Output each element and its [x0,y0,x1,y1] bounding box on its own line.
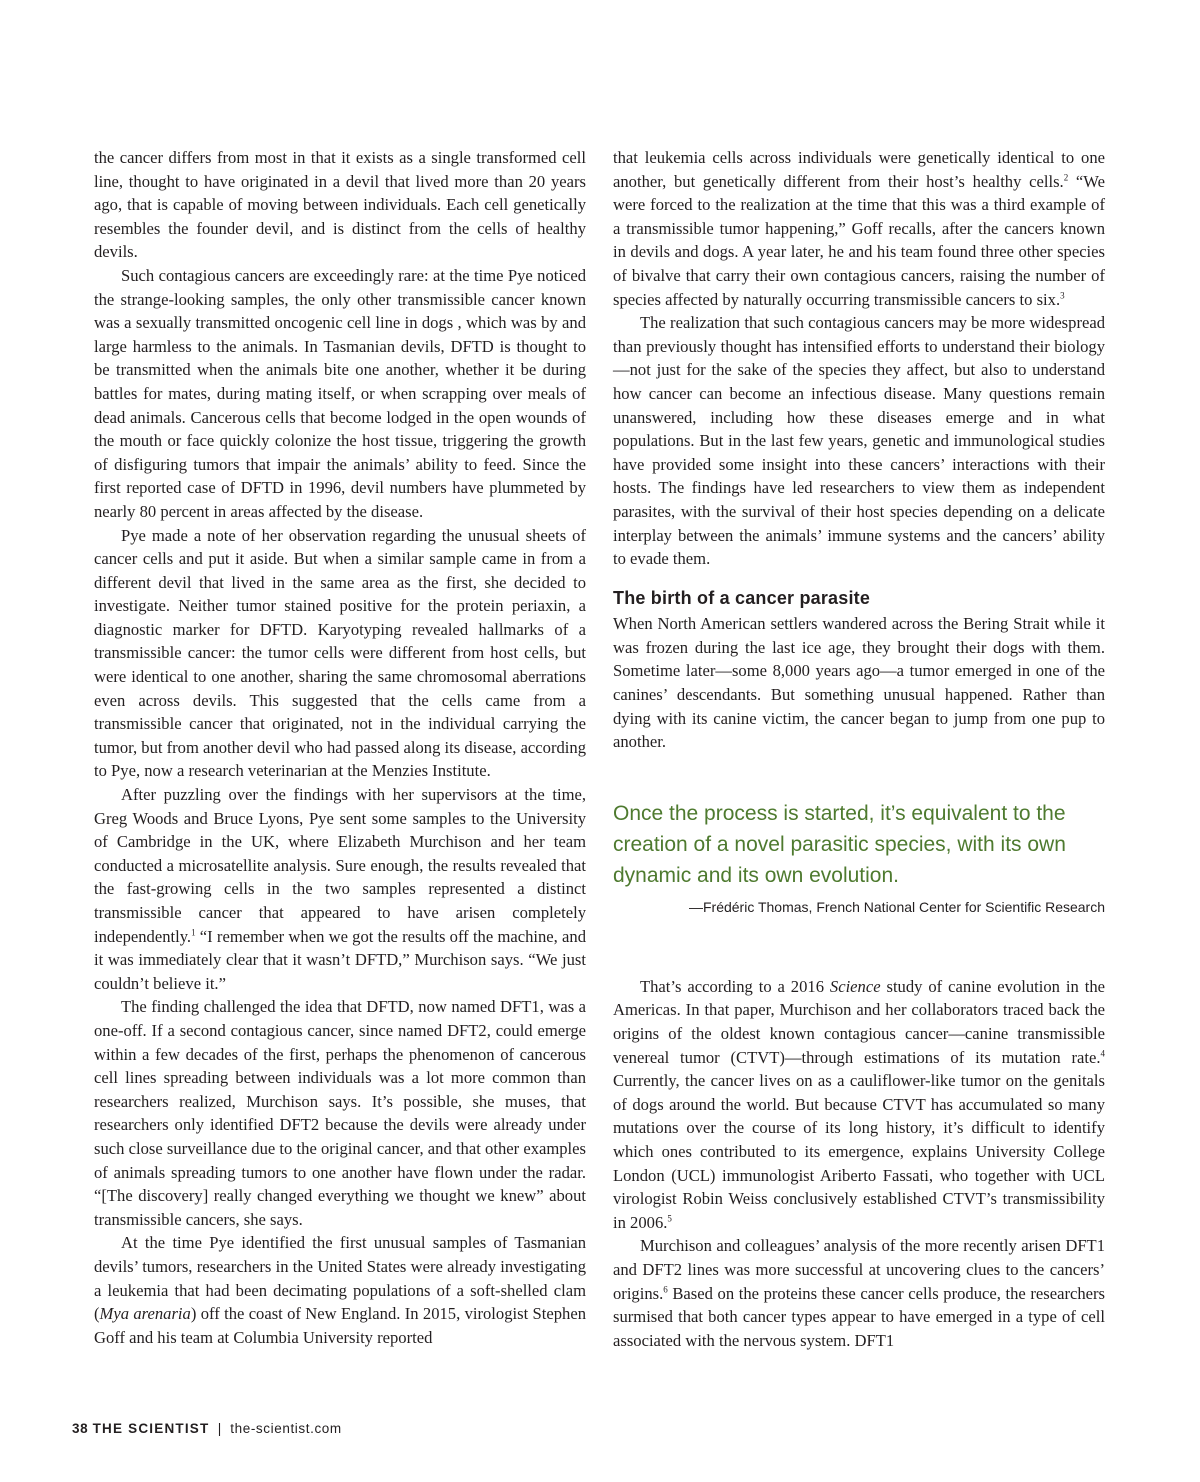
right-column [613,146,1105,1352]
paragraph [613,311,1105,571]
paragraph [94,1231,586,1349]
paragraph-text: When North American settlers wandered across the Bering Strait while it was frozen during the last ice age, they brought their dogs with them. Sometime later—some 8,000 years ago—a tumor emerged in one of the canines’ descendants. But something unusual happened. Rather than dying with its canine victim, the cancer began to jump from one pup to another. [613,614,1105,752]
paragraph [613,612,1105,754]
paragraph-text: study of canine evolution in the Americas. In that paper, Murchison and her collaborators traced back the origins of the oldest known contagious cancer—canine transmissible venereal tumor (CTVT)—through estimations of its mutation rate. [613,976,1105,1067]
pull-quote-block [613,798,1105,917]
paragraph-text: Such contagious cancers are exceedingly rare: at the time Pye noticed the strange-looking samples, the only other transmissible cancer known was a sexually transmitted oncogenic cell line in dogs , which was by and large harmless to the animals. In Tasmanian devils, DFTD is thought to be transmitted when the animals bite one another, whether it be during battles for mates, during mating itself, or when scrapping over meals of dead animals. Cancerous cells that become lodged in the open wounds of the mouth or face quickly colonize the host tissue, triggering the growth of disfiguring tumors that impair the animals’ ability to feed. Since the first reported case of DFTD in 1996, devil numbers have plummeted by nearly 80 percent in areas affected by the disease. [94,265,586,521]
citation-superscript: 3 [1060,290,1065,301]
paragraph [613,975,1105,1235]
citation-superscript: 5 [667,1213,672,1224]
pull-quote-attribution: —Frédéric Thomas, French National Center for Scientific Research [688,898,1105,915]
magazine-name: THE SCIENTIST [92,1421,210,1436]
paragraph [94,264,586,524]
paragraph-text: At the time Pye identified the first unusual samples of Tasmanian devils’ tumors, researchers in the United States were already investigating a leukemia that had been decimating populations of a soft-shelled clam ( [94,1233,586,1324]
section-heading: The birth of a cancer parasite [613,587,871,608]
paragraph [613,146,1105,311]
citation-superscript: 1 [191,927,196,938]
paragraph [94,995,586,1231]
citation-superscript: 2 [1063,172,1069,183]
paragraph-text: “We were forced to the realization at the time that this was a third example of a transmissible tumor happening,” Goff recalls, after the cancers known in devils and dogs. A year later, he and his team found three other species of bivalve that carry their own contagious cancers, raising the number of species affected by naturally occurring transmissible cancers to six. [613,171,1105,309]
paragraph-text: the cancer differs from most in that it exists as a single transformed cell line, thought to have originated in a devil that lived more than 20 years ago, that is capable of moving between individuals. Each cell genetically resembles the founder devil, and is distinct from the cells of healthy devils. [94,148,586,262]
paragraph [94,783,586,995]
paragraph [94,524,586,784]
paragraph [94,146,586,264]
citation-superscript: 6 [663,1284,668,1295]
paragraph-text: That’s according to a 2016 [640,976,830,996]
footer-separator: | [217,1421,222,1436]
page-footer [72,1421,342,1436]
paragraph-text: Currently, the cancer lives on as a cauliflower-like tumor on the genitals of dogs around the world. But because CTVT has accumulated so many mutations over the course of its long history, it’s difficult to identify which ones contributed to its emergence, explains University College London (UCL) immunologist Ariberto Fassati, who together with UCL virologist Robin Weiss conclusively established CTVT’s transmissibility in 2006. [613,1071,1105,1232]
paragraph-text: Pye made a note of her observation regarding the unusual sheets of cancer cells and put it aside. But when a similar sample came in from a different devil that lived in the same area as the first, she decided to investigate. Neither tumor stained positive for the protein periaxin, a diagnostic marker for DFTD. Karyotyping revealed hallmarks of a transmissible cancer: the tumor cells were different from host cells, but were identical to one another, sharing the same chromosomal aberrations even across devils. This suggested that the cells came from a transmissible cancer that originated, not in the individual carrying the tumor, but from another devil who had passed along its disease, according to Pye, now a research veterinarian at the Menzies Institute. [94,525,586,781]
spacer [613,917,1105,975]
paragraph-text: “I remember when we got the results off the machine, and it was immediately clear that it wasn’t DFTD,” Murchison says. “We just couldn’t believe it.” [94,926,586,993]
website-link[interactable]: the-scientist.com [230,1421,342,1436]
citation-superscript: 4 [1100,1048,1105,1059]
paragraph-text: that leukemia cells across individuals were genetically identical to one another, but genetically different from their host’s healthy cells. [613,148,1105,191]
paragraph-text: Based on the proteins these cancer cells produce, the researchers surmised that both cancer types appear to have emerged in a type of cell associated with the nervous system. DFT1 [613,1283,1105,1350]
left-column [94,146,586,1349]
paragraph-text: Murchison and colleagues’ analysis of the more recently arisen DFT1 and DFT2 lines was more successful at uncovering clues to the cancers’ origins. [613,1236,1105,1303]
paragraph-text: The realization that such contagious cancers may be more widespread than previously thought has intensified efforts to understand their biology—not just for the sake of the species they affect, but also to understand how cancer can become an infectious disease. Many questions remain unanswered, including how these diseases emerge and in what populations. But in the last few years, genetic and immunological studies have provided some insight into these cancers’ interactions with their hosts. The findings have led researchers to view them as independent parasites, with the survival of their host species depending on a delicate interplay between the animals’ immune systems and the cancers’ ability to evade them. [613,313,1105,569]
paragraph-text: After puzzling over the findings with her supervisors at the time, Greg Woods and Bruce Lyons, Pye sent some samples to the University of Cambridge in the UK, where Elizabeth Murchison and her team conducted a microsatellite analysis. Sure enough, the results revealed that the fast-growing cells in the two samples represented a distinct transmissible cancer that appeared to have arisen completely independently. [94,785,586,946]
species-name: Mya arenaria [99,1304,191,1324]
pull-quote: Once the process is started, it’s equivalent to the creation of a novel parasitic species, with its own dynamic and its own evolution. [613,801,1066,887]
paragraph-text: ) off the coast of New England. In 2015, virologist Stephen Goff and his team at Columbia University reported [94,1304,586,1347]
paragraph-text: The finding challenged the idea that DFTD, now named DFT1, was a one-off. If a second contagious cancer, since named DFT2, could emerge within a few decades of the first, perhaps the phenomenon of cancerous cell lines spreading between individuals was a lot more common than researchers realized, Murchison says. It’s possible, she muses, that researchers only identified DFT2 because the devils were already under such close surveillance due to the original cancer, and that other examples of animals spreading tumors to one another have flown under the radar. “[The discovery] really changed everything we thought we knew” about transmissible cancers, she says. [94,997,586,1229]
journal-name: Science [829,976,881,996]
paragraph [613,1234,1105,1352]
page-number: 38 [72,1421,89,1436]
